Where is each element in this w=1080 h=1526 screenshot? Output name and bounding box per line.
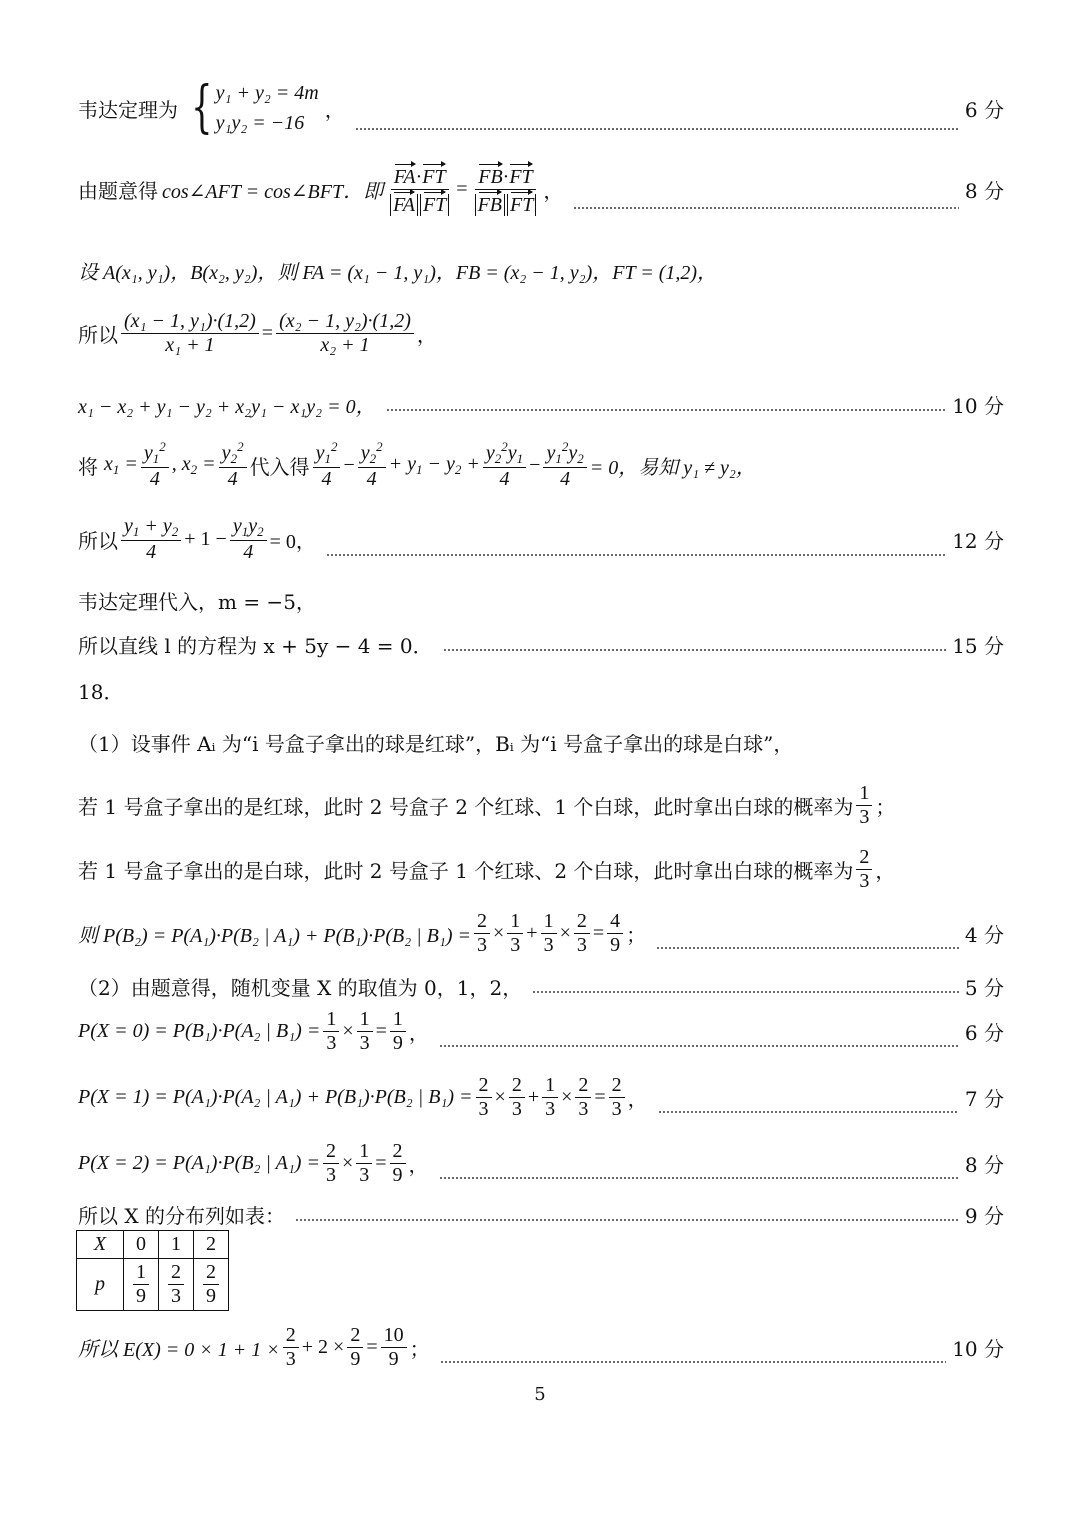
- table-cell: $\frac{2}{3}$: [159, 1259, 194, 1311]
- table-row: [77, 1259, 229, 1311]
- px0-eq: P(X = 0) = P(B₁)·P(A₂ | B₁) =: [78, 1020, 321, 1042]
- leader-dots: [355, 128, 959, 130]
- table-header-cell: 1: [159, 1231, 194, 1259]
- px2-tail: ，: [408, 1153, 429, 1177]
- expand-eq: x₁ − x₂ + y₁ − y₂ + x₂y₁ − x₁y₂ = 0，: [78, 396, 376, 418]
- px0-tail: ，: [408, 1021, 429, 1045]
- sothen2-eqz: = 0，: [269, 530, 316, 553]
- distlist-line: [78, 1200, 1004, 1229]
- vieta-eq2: y₁y₂ = −16: [215, 112, 305, 134]
- leader-dots: [386, 409, 947, 411]
- distribution-table: [76, 1230, 229, 1311]
- px1-tail: ，: [627, 1087, 648, 1111]
- score-5: 5 分: [964, 976, 1004, 1000]
- leader-dots: [326, 554, 946, 556]
- red-tail: ；: [875, 795, 896, 819]
- score-10b: 10 分: [952, 1337, 1004, 1361]
- vieta-lead: 韦达定理为: [78, 97, 178, 122]
- score-4: 4 分: [964, 923, 1004, 947]
- score-7: 7 分: [964, 1087, 1004, 1111]
- red-line: 若 1 号盒子拿出的是红球，此时 2 号盒子 2 个红球、1 个白球，此时拿出白球的概率为 $\frac{1}{3}$ ；: [78, 782, 896, 828]
- white-text: 若 1 号盒子拿出的是白球，此时 2 号盒子 1 个红球、2 个白球，此时拿出白球的概率为: [78, 859, 854, 883]
- vieta-system: { y₁ + y₂ = 4m y₁y₂ = −16: [191, 75, 319, 140]
- table-row-label: p: [77, 1259, 124, 1311]
- expect-line: 所以 E(X) = 0 × 1 + 1 × $\frac{2}{3}$ + 2 × $\frac{2}{9}$ = $\frac{10}{9}$ ； 10 分: [78, 1324, 1004, 1370]
- leader-dots: [573, 207, 959, 209]
- score-8: 8 分: [964, 179, 1004, 203]
- setpoints-line: 设 A(x₁, y₁)，B(x₂, y₂)，则 FA = (x₁ − 1, y₁)，FB = (x₂ − 1, y₂)，FT = (1,2)，: [78, 262, 718, 284]
- expect-eq: 所以 E(X) = 0 × 1 + 1 ×: [78, 1339, 280, 1361]
- cosine-line: 由题意得 cos∠AFT = cos∠BFT．即 $\frac{FA\cdot FT}{\text{FA FT}}$ = $\frac{FB\cdot FT}{\text{FB FT}}$ ， 8 分: [78, 162, 1004, 217]
- cosine-lead: 由题意得: [78, 179, 158, 203]
- sothen2-mid: + 1 −: [184, 527, 227, 550]
- lineeq-line: [78, 630, 1004, 659]
- sothen-line: 所以 $\frac{\text{(x₁ − 1, y₁)·(1,2)}}{\text{x₁ + 1}}$ = $\frac{\text{(x₂ − 1, y₂)·(1,2)}}{\text{x₂ + 1}}$ ，: [78, 310, 437, 356]
- distlist-text: 所以 X 的分布列如表：: [78, 1204, 285, 1228]
- part2-text: （2）由题意得，随机变量 X 的取值为 0，1，2，: [78, 976, 523, 1000]
- px2-line: P(X = 2) = P(A₁)·P(B₂ | A₁) = $\frac{2}{3}$ × $\frac{1}{3}$ = $\frac{2}{9}$ ， 8 分: [78, 1140, 1004, 1186]
- score-10a: 10 分: [952, 394, 1004, 418]
- vieta-tail: ，: [324, 97, 345, 122]
- leader-dots: [440, 1361, 947, 1363]
- part1-line: （1）设事件 Aᵢ 为“i 号盒子拿出的球是红球”，Bᵢ 为“i 号盒子拿出的球是白球”，: [78, 732, 794, 756]
- table-header-cell: 2: [194, 1231, 229, 1259]
- part2-line: [78, 972, 1004, 1001]
- page-number: 5: [534, 1384, 546, 1405]
- pb2-eq: 则 P(B₂) = P(A₁)·P(B₂ | A₁) + P(B₁)·P(B₂ | B₁) =: [78, 925, 471, 947]
- table-header-cell: 0: [124, 1231, 159, 1259]
- white-line: 若 1 号盒子拿出的是白球，此时 2 号盒子 1 个红球、2 个白球，此时拿出白球的概率为 $\frac{2}{3}$ ，: [78, 846, 896, 892]
- sothen-frac1: $\frac{\text{(x₁ − 1, y₁)·(1,2)}}{\text{x₁ + 1}}$: [121, 310, 259, 357]
- table-cell: $\frac{1}{9}$: [124, 1259, 159, 1311]
- leader-dots: [656, 947, 959, 949]
- sothen-frac2: $\frac{\text{(x₂ − 1, y₂)·(1,2)}}{\text{x₂ + 1}}$: [276, 310, 414, 357]
- px1-line: P(X = 1) = P(A₁)·P(A₂ | A₁) + P(B₁)·P(B₂ | B₁) = $\frac{2}{3}$ × $\frac{2}{3}$ + $\frac{1}{3}$ × $\frac{2}{3}$ = $\frac{2}{3}$ ， 7 分: [78, 1074, 1004, 1120]
- cosine-eq: cos∠AFT = cos∠BFT．即: [162, 181, 384, 203]
- lineeq-text: 所以直线 l 的方程为 x + 5y − 4 = 0．: [78, 634, 433, 658]
- leader-dots: [295, 1219, 959, 1221]
- px1-eq: P(X = 1) = P(A₁)·P(A₂ | A₁) + P(B₁)·P(B₂ | B₁) =: [78, 1086, 473, 1108]
- vieta-eq1: y₁ + y₂ = 4m: [215, 82, 319, 104]
- score-6b: 6 分: [964, 1021, 1004, 1045]
- px2-eq: P(X = 2) = P(A₁)·P(B₂ | A₁) =: [78, 1152, 320, 1174]
- leader-dots: [532, 991, 959, 993]
- substitute-lead: 将: [78, 454, 98, 479]
- sothen2-line: 所以 $\frac{y_1 + y_2}{4}$ + 1 − $\frac{y_1y_2}{4}$ = 0， 12 分: [78, 515, 1004, 563]
- question-18: 18．: [78, 680, 124, 704]
- white-tail: ，: [875, 859, 896, 883]
- leader-dots: [443, 649, 947, 651]
- pb2-line: 则 P(B₂) = P(A₁)·P(B₂ | A₁) + P(B₁)·P(B₂ | B₁) = $\frac{2}{3}$ × $\frac{1}{3}$ + $\frac{1}{3}$ × $\frac{2}{3}$ = $\frac{4}{9}$ ； 4 分: [78, 910, 1004, 956]
- score-12: 12 分: [952, 528, 1004, 553]
- cos-frac-b: $\frac{FB\cdot FT}{\text{FB FT}}$: [471, 162, 541, 217]
- sothen-tail: ，: [416, 323, 437, 347]
- score-6: 6 分: [964, 97, 1004, 122]
- pb2-tail: ；: [626, 923, 647, 947]
- expand-line: [78, 390, 1004, 419]
- px0-line: P(X = 0) = P(B₁)·P(A₂ | B₁) = $\frac{1}{3}$ × $\frac{1}{3}$ = $\frac{1}{9}$ ， 6 分: [78, 1008, 1004, 1054]
- expect-mid: + 2 ×: [301, 1336, 345, 1358]
- leader-dots: [439, 1045, 959, 1047]
- table-cell: $\frac{2}{9}$: [194, 1259, 229, 1311]
- leader-dots: [658, 1111, 959, 1113]
- score-8b: 8 分: [964, 1153, 1004, 1177]
- sothen-lead: 所以: [78, 323, 118, 347]
- substitute-tail: = 0，易知 y₁ ≠ y₂，: [589, 456, 756, 479]
- score-15: 15 分: [952, 634, 1004, 658]
- vieta2-line: 韦达定理代入，m = −5，: [78, 590, 316, 614]
- expect-tail: ；: [409, 1337, 430, 1361]
- cos-frac-a: $\frac{FA\cdot FT}{\text{FA FT}}$: [386, 162, 453, 217]
- vieta-line: [78, 75, 1004, 140]
- score-9: 9 分: [964, 1204, 1004, 1228]
- red-text: 若 1 号盒子拿出的是红球，此时 2 号盒子 2 个红球、1 个白球，此时拿出白球的概率为: [78, 795, 854, 819]
- leader-dots: [439, 1177, 959, 1179]
- table-row: [77, 1231, 229, 1259]
- substitute-line: 将 $x_1$ = $\frac{y_1^2}{4}$ , $x_2$ = $\frac{y_2^2}{4}$ 代入得 $\frac{y_1^2}{4}$ − $\frac{y_2^2}{4}$ + $y_1 - y_2$ + $\frac{y_2^2y_1}{4}$ − $\frac{y_1^2y_2}{4}$ = 0，易知 y₁ ≠ y₂，: [78, 439, 756, 490]
- substitute-mid: 代入得: [249, 454, 310, 479]
- sothen2-lead: 所以: [78, 528, 118, 553]
- table-header-x: X: [77, 1231, 124, 1259]
